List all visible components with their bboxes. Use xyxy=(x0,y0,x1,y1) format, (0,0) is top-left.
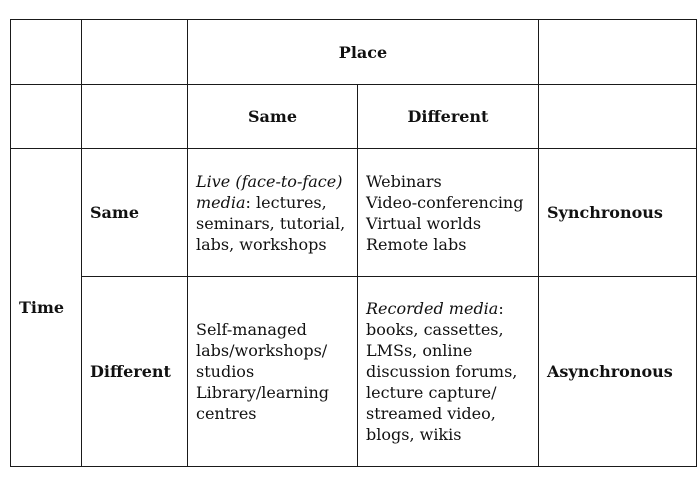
cell-text-line: LMSs, online xyxy=(366,341,473,360)
empty-header-cell xyxy=(539,85,697,149)
cell-text-line: labs/workshops/ xyxy=(196,341,328,360)
header-row-subheaders xyxy=(11,85,697,149)
cell-text-line: blogs, wikis xyxy=(366,425,462,444)
cell-text-line: Live (face-to-face) xyxy=(196,171,343,191)
cell-text-line: discussion forums, xyxy=(366,362,518,381)
cell-text-line: studios xyxy=(196,362,255,381)
cell-text-line: Remote labs xyxy=(366,234,467,254)
synchronous-label: Synchronous xyxy=(539,149,697,277)
empty-corner-cell xyxy=(11,20,82,85)
same-time-label: Same xyxy=(82,149,188,277)
cell-text-line: Self-managed xyxy=(196,320,307,339)
row-same-time xyxy=(11,149,697,277)
empty-header-cell xyxy=(82,85,188,149)
cell-text-line: Virtual worlds xyxy=(366,213,482,233)
row-different-time xyxy=(11,277,697,467)
cell-text-line: books, cassettes, xyxy=(366,320,504,339)
cell-text-line: media: lectures, xyxy=(196,192,327,212)
cell-text-line: labs, workshops xyxy=(196,234,327,254)
empty-header-cell xyxy=(539,20,697,85)
asynchronous-label: Asynchronous xyxy=(539,277,697,467)
cell-text-line: lecture capture/ xyxy=(366,383,497,402)
different-place-header: Different xyxy=(358,85,539,149)
same-place-header: Same xyxy=(188,85,358,149)
header-row-place xyxy=(11,20,697,85)
empty-header-cell xyxy=(82,20,188,85)
same-time-different-place-cell xyxy=(358,149,539,277)
cell-text-line: Library/learning xyxy=(196,383,329,402)
cell-text-line: centres xyxy=(196,404,257,423)
cell-text-line: streamed video, xyxy=(366,404,496,423)
time-header: Time xyxy=(11,149,82,467)
empty-corner-cell xyxy=(11,85,82,149)
cell-text-line: Video-conferencing xyxy=(366,192,524,212)
different-time-same-place-cell xyxy=(188,277,358,467)
different-time-label: Different xyxy=(82,277,188,467)
cell-text-line: Webinars xyxy=(366,171,442,191)
time-place-matrix xyxy=(10,19,697,467)
cell-text-line: seminars, tutorial, xyxy=(196,213,346,233)
place-header: Place xyxy=(188,20,539,85)
cell-text-line: Recorded media: xyxy=(366,299,504,318)
same-time-same-place-cell xyxy=(188,149,358,277)
different-time-different-place-cell xyxy=(358,277,539,467)
